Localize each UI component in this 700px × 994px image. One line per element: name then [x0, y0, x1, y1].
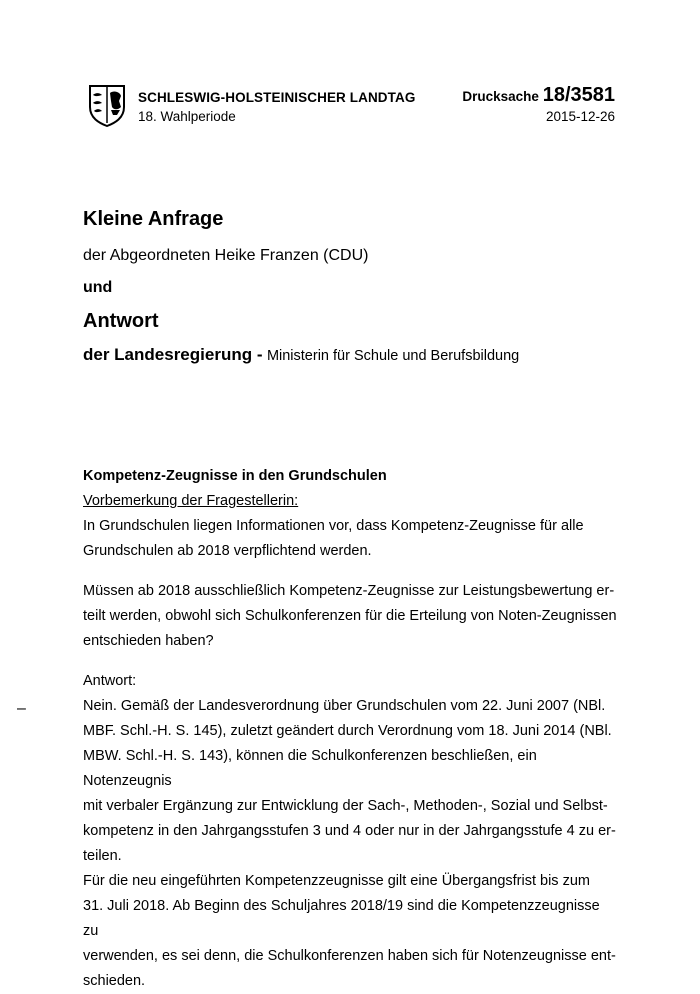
answer-line: kompetenz in den Jahrgangsstufen 3 und 4 oder nur in der Jahrgangsstufe 4 zu er- [83, 823, 616, 839]
document-date: 2015-12-26 [545, 109, 615, 124]
landesregierung-line [83, 345, 519, 365]
document-label: Drucksache [462, 89, 539, 104]
parliament-name: SCHLESWIG-HOLSTEINISCHER LANDTAG [138, 90, 416, 105]
answer-line: MBW. Schl.-H. S. 143), können die Schulkonferenzen beschließen, ein Notenzeugnis [83, 748, 537, 789]
question-line: teilt werden, obwohl sich Schulkonferenzen für die Erteilung von Noten-Zeugnissen [83, 608, 617, 624]
answer-label: Antwort: [83, 673, 137, 689]
vorbemerkung-line: In Grundschulen liegen Informationen vor, dass Kompetenz-Zeugnisse für alle [83, 518, 584, 534]
question-line: entschieden haben? [83, 633, 214, 649]
answer-line: Für die neu eingeführten Kompetenzzeugnisse gilt eine Übergangsfrist bis zum [83, 873, 590, 889]
coat-of-arms-logo [87, 83, 127, 127]
answer-line: verwenden, es sei denn, die Schulkonferenzen haben sich für Notenzeugnisse ent- [83, 948, 616, 964]
subject-heading: Kompetenz-Zeugnisse in den Grundschulen [83, 468, 387, 484]
answer-line: 31. Juli 2018. Ab Beginn des Schuljahres 2018/19 sind die Kompetenzzeugnisse zu [83, 898, 600, 939]
antwort-heading: Antwort [83, 310, 159, 332]
question-line: Müssen ab 2018 ausschließlich Kompetenz-Zeugnisse zur Leistungsbewertung er- [83, 583, 615, 599]
ministerium-label: Ministerin für Schule und Berufsbildung [266, 348, 520, 364]
answer-line: schieden. [83, 973, 146, 989]
margin-mark: – [17, 700, 26, 717]
vorbemerkung-label: Vorbemerkung der Fragestellerin: [83, 493, 299, 509]
und-line: und [83, 279, 113, 296]
electoral-period: 18. Wahlperiode [138, 109, 236, 124]
answer-line: Nein. Gemäß der Landesverordnung über Grundschulen vom 22. Juni 2007 (NBl. [83, 698, 606, 714]
vorbemerkung-line: Grundschulen ab 2018 verpflichtend werden. [83, 543, 372, 559]
kleine-anfrage-heading: Kleine Anfrage [83, 208, 224, 230]
document-body [83, 464, 618, 994]
document-number-value: 18/3581 [542, 84, 615, 106]
landesregierung-label: der Landesregierung - [83, 345, 263, 364]
answer-line: MBF. Schl.-H. S. 145), zuletzt geändert durch Verordnung vom 18. Juni 2014 (NBl. [83, 723, 612, 739]
document-number [462, 84, 615, 107]
answer-line: teilen. [83, 848, 122, 864]
answer-line: mit verbaler Ergänzung zur Entwicklung der Sach-, Methoden-, Sozial und Selbst- [83, 798, 608, 814]
abgeordnete-line: der Abgeordneten Heike Franzen (CDU) [83, 247, 369, 264]
